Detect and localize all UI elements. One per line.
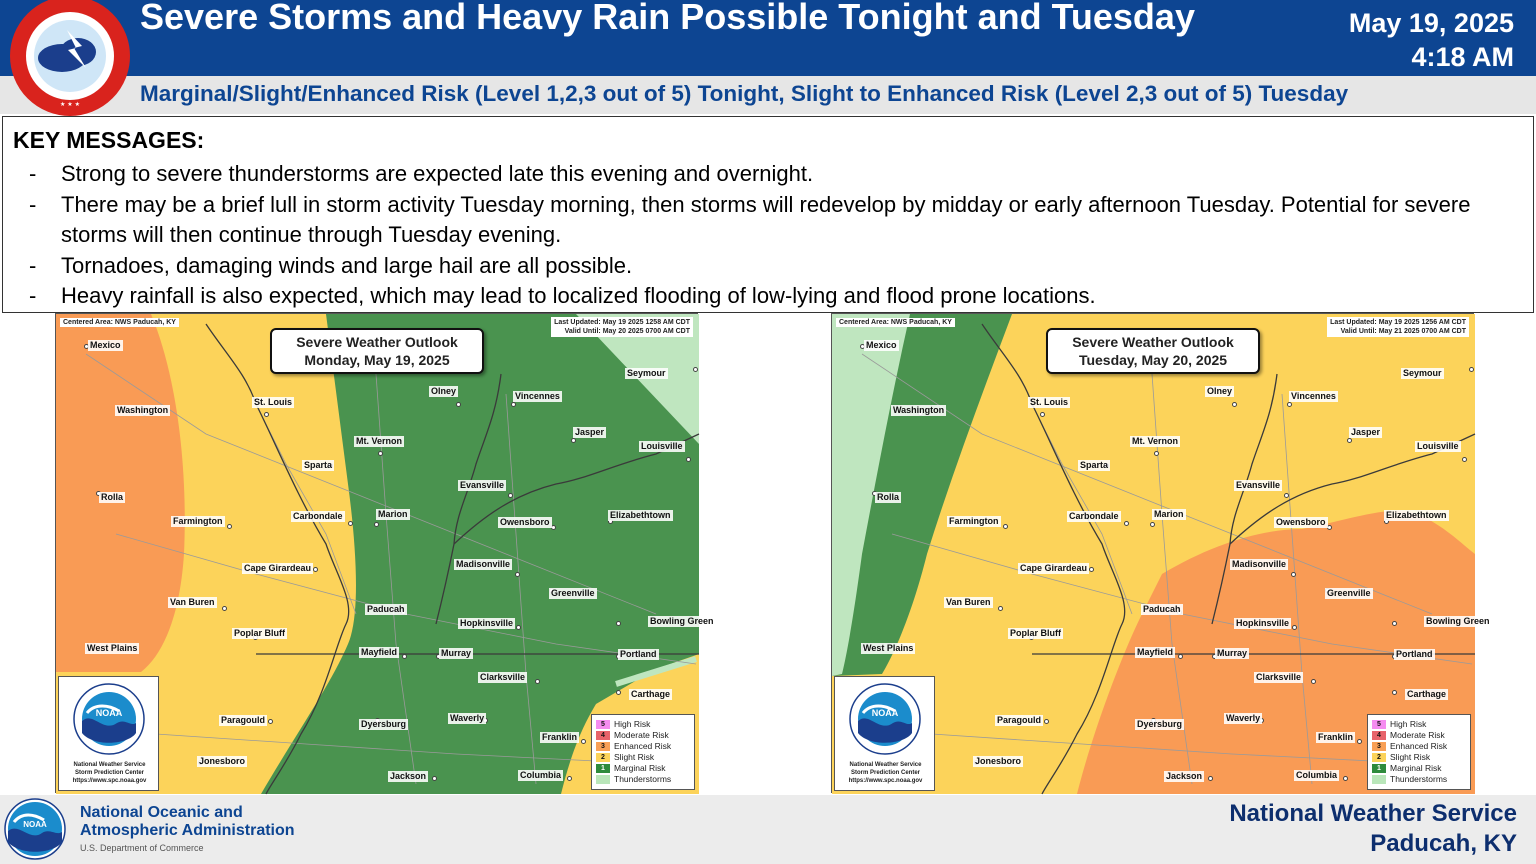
monday-outlook-title-line2: Monday, May 19, 2025: [304, 352, 450, 368]
city-label: Washington: [893, 405, 945, 415]
monday-valid-until: Valid Until: May 20 2025 0700 AM CDT: [564, 328, 690, 335]
risk-subtitle: Marginal/Slight/Enhanced Risk (Level 1,2,3 out of 5) Tonight, Slight to Enhanced Risk (Level 2,3 out of 5) Tuesday: [140, 81, 1349, 106]
legend-label: Moderate Risk: [1390, 730, 1445, 740]
legend-item: [596, 741, 690, 752]
city-label: Elizabethtown: [1386, 510, 1447, 520]
nws-logo-icon: [12, 2, 132, 114]
city-label: Paducah: [367, 604, 405, 614]
legend-swatch: 3: [1372, 742, 1386, 751]
key-messages-title: KEY MESSAGES:: [13, 127, 205, 153]
city-marker: [1284, 493, 1289, 498]
tuesday-last-updated: Last Updated: May 19 2025 1256 AM CDT: [1330, 319, 1466, 326]
nws-office: [1229, 799, 1517, 859]
city-marker: [508, 493, 513, 498]
city-label: Madisonville: [456, 559, 511, 569]
city-label: Olney: [431, 386, 457, 396]
city-label: Waverly: [450, 713, 485, 723]
monday-update-info: [551, 317, 693, 337]
city-label: Madisonville: [1232, 559, 1287, 569]
legend-swatch: [596, 775, 610, 784]
city-marker: [616, 690, 621, 695]
legend-label: High Risk: [614, 719, 651, 729]
city-marker: [1124, 521, 1129, 526]
legend-label: Slight Risk: [1390, 752, 1431, 762]
city-label: Mt. Vernon: [356, 436, 403, 446]
legend-swatch: 1: [596, 764, 610, 773]
city-label: Seymour: [627, 368, 666, 378]
key-messages-list: [21, 159, 1521, 312]
legend-label: Moderate Risk: [614, 730, 669, 740]
noaa-name: [80, 804, 295, 840]
city-label: Poplar Bluff: [1010, 628, 1061, 638]
city-label: Marion: [378, 509, 408, 519]
city-label: Jasper: [575, 427, 605, 437]
city-label: Hopkinsville: [460, 618, 514, 628]
city-marker: [313, 567, 318, 572]
monday-outlook-map: [55, 313, 714, 793]
city-label: St. Louis: [254, 397, 292, 407]
tuesday-centered-area: Centered Area: NWS Paducah, KY: [836, 318, 955, 327]
city-marker: [1089, 567, 1094, 572]
city-marker: [567, 776, 572, 781]
city-label: Mexico: [866, 340, 897, 350]
noaa-name-line2: Atmospheric Administration: [80, 822, 295, 839]
legend-label: Thunderstorms: [1390, 774, 1448, 784]
legend-label: Slight Risk: [614, 752, 655, 762]
city-label: Cape Girardeau: [1020, 563, 1088, 573]
city-label: Franklin: [1318, 732, 1354, 742]
city-marker: [1287, 402, 1292, 407]
city-label: Murray: [441, 648, 472, 658]
legend-swatch: 4: [1372, 731, 1386, 740]
city-label: Mayfield: [1137, 647, 1174, 657]
legend-item: [1372, 763, 1466, 774]
legend-swatch: 2: [596, 753, 610, 762]
city-label: Evansville: [460, 480, 505, 490]
spc-credit-line3: https://www.spc.noaa.gov: [72, 778, 147, 784]
city-label: Elizabethtown: [610, 510, 671, 520]
city-label: Owensboro: [500, 517, 550, 527]
city-marker: [374, 522, 379, 527]
city-label: Waverly: [1226, 713, 1261, 723]
legend-item: [596, 763, 690, 774]
city-label: Columbia: [520, 770, 562, 780]
legend-swatch: 5: [596, 720, 610, 729]
city-marker: [1311, 679, 1316, 684]
city-label: Jasper: [1351, 427, 1381, 437]
key-message-item: - Heavy rainfall is also expected, which may lead to localized flooding of low-lying and flood prone locations.: [21, 281, 1521, 312]
city-marker: [1291, 572, 1296, 577]
city-label: Greenville: [1327, 588, 1371, 598]
legend-swatch: 2: [1372, 753, 1386, 762]
legend-item: [1372, 741, 1466, 752]
city-marker: [1462, 457, 1467, 462]
city-marker: [1292, 625, 1297, 630]
noaa-logo-icon: [4, 798, 66, 860]
city-label: Mt. Vernon: [1132, 436, 1179, 446]
city-marker: [515, 572, 520, 577]
city-label: Clarksville: [480, 672, 526, 682]
city-label: Dyersburg: [361, 719, 407, 729]
city-label: Carbondale: [1069, 511, 1119, 521]
city-label: Olney: [1207, 386, 1233, 396]
legend-swatch: 3: [596, 742, 610, 751]
city-label: Portland: [1396, 649, 1433, 659]
city-marker: [1040, 412, 1045, 417]
legend-item: [596, 774, 690, 785]
city-marker: [535, 679, 540, 684]
noaa-name-line1: National Oceanic and: [80, 804, 243, 821]
key-message-item: - Strong to severe thunderstorms are expected late this evening and overnight.: [21, 159, 1521, 190]
city-label: Vincennes: [515, 391, 560, 401]
city-marker: [616, 621, 621, 626]
svg-text:NOAA: NOAA: [23, 820, 47, 829]
city-label: Paragould: [221, 715, 266, 725]
city-marker: [1178, 654, 1183, 659]
tuesday-outlook-title-line1: Severe Weather Outlook: [1072, 334, 1234, 350]
legend-item: [596, 752, 690, 763]
spc-credit-line2: Storm Prediction Center: [74, 770, 144, 776]
city-label: Seymour: [1403, 368, 1442, 378]
monday-outlook-title-line1: Severe Weather Outlook: [296, 334, 458, 350]
svg-text:NOAA: NOAA: [871, 708, 899, 718]
spc-credit-line3: https://www.spc.noaa.gov: [848, 778, 923, 784]
legend-swatch: [1372, 775, 1386, 784]
key-messages-box: [2, 116, 1534, 313]
key-message-item: - Tornadoes, damaging winds and large hail are all possible.: [21, 251, 1521, 282]
city-label: Van Buren: [946, 597, 991, 607]
city-marker: [222, 606, 227, 611]
city-label: Dyersburg: [1137, 719, 1183, 729]
city-marker: [1154, 451, 1159, 456]
legend-label: Marginal Risk: [614, 763, 666, 773]
city-label: Jackson: [390, 771, 427, 781]
tuesday-valid-until: Valid Until: May 21 2025 0700 AM CDT: [1340, 328, 1466, 335]
city-marker: [432, 776, 437, 781]
issue-date: May 19, 2025: [1348, 8, 1514, 38]
monday-spc-logo-box: [58, 676, 159, 791]
city-label: Farmington: [173, 516, 223, 526]
city-label: Owensboro: [1276, 517, 1326, 527]
city-label: Poplar Bluff: [234, 628, 285, 638]
city-label: Jonesboro: [975, 756, 1022, 766]
city-label: West Plains: [87, 643, 138, 653]
city-marker: [227, 524, 232, 529]
city-marker: [551, 525, 556, 530]
city-label: Mayfield: [361, 647, 398, 657]
city-label: Rolla: [101, 492, 124, 502]
city-label: Washington: [117, 405, 169, 415]
monday-spc-credit: [59, 761, 160, 785]
city-label: Louisville: [1417, 441, 1459, 451]
city-label: Carthage: [1407, 689, 1447, 699]
legend-item: [1372, 719, 1466, 730]
city-label: Bowling Green: [1426, 616, 1490, 626]
city-marker: [456, 402, 461, 407]
city-marker: [1044, 719, 1049, 724]
issue-datetime: [1349, 6, 1514, 74]
city-label: Paragould: [997, 715, 1042, 725]
tuesday-risk-legend: [1367, 714, 1471, 790]
legend-label: Marginal Risk: [1390, 763, 1442, 773]
nws-office-location: Paducah, KY: [1370, 830, 1517, 857]
city-marker: [268, 719, 273, 724]
city-label: Farmington: [949, 516, 999, 526]
tuesday-outlook-title: [1046, 328, 1260, 374]
legend-swatch: 4: [596, 731, 610, 740]
city-label: Cape Girardeau: [244, 563, 312, 573]
tuesday-spc-logo-box: [834, 676, 935, 791]
legend-item: [1372, 752, 1466, 763]
monday-risk-legend: [591, 714, 695, 790]
city-label: Sparta: [304, 460, 333, 470]
legend-label: Enhanced Risk: [1390, 741, 1448, 751]
page-title: Severe Storms and Heavy Rain Possible Tonight and Tuesday: [140, 0, 1195, 37]
city-label: Hopkinsville: [1236, 618, 1290, 628]
legend-label: Thunderstorms: [614, 774, 672, 784]
city-marker: [1392, 690, 1397, 695]
city-label: Mexico: [90, 340, 121, 350]
city-label: Clarksville: [1256, 672, 1302, 682]
nws-office-name: National Weather Service: [1229, 800, 1517, 827]
tuesday-outlook-title-line2: Tuesday, May 20, 2025: [1078, 352, 1228, 368]
city-label: Columbia: [1296, 770, 1338, 780]
legend-swatch: 1: [1372, 764, 1386, 773]
city-marker: [1469, 367, 1474, 372]
city-marker: [1208, 776, 1213, 781]
city-label: Van Buren: [170, 597, 215, 607]
city-label: St. Louis: [1030, 397, 1068, 407]
city-marker: [264, 412, 269, 417]
city-marker: [693, 367, 698, 372]
city-marker: [348, 521, 353, 526]
city-label: West Plains: [863, 643, 914, 653]
city-marker: [1343, 776, 1348, 781]
city-label: Rolla: [877, 492, 900, 502]
city-label: Marion: [1154, 509, 1184, 519]
legend-item: [596, 730, 690, 741]
spc-credit-line1: National Weather Service: [849, 762, 922, 768]
spc-credit-line1: National Weather Service: [73, 762, 146, 768]
city-marker: [1232, 402, 1237, 407]
city-label: Sparta: [1080, 460, 1109, 470]
city-marker: [998, 606, 1003, 611]
legend-label: High Risk: [1390, 719, 1427, 729]
legend-item: [1372, 774, 1466, 785]
city-marker: [1003, 524, 1008, 529]
key-message-item: - There may be a brief lull in storm activity Tuesday morning, then storms will redevelop by midday or early afternoon Tuesday. Potential for severe storms will then continue through Tuesday evening.: [21, 190, 1521, 251]
city-marker: [378, 451, 383, 456]
city-label: Louisville: [641, 441, 683, 451]
city-marker: [1392, 621, 1397, 626]
svg-text:NOAA: NOAA: [95, 708, 123, 718]
city-marker: [1327, 525, 1332, 530]
tuesday-spc-credit: [835, 761, 936, 785]
city-label: Carthage: [631, 689, 671, 699]
tuesday-update-info: [1327, 317, 1469, 337]
monday-outlook-title: [270, 328, 484, 374]
svg-text:★ ★ ★: ★ ★ ★: [60, 101, 80, 108]
city-label: Carbondale: [293, 511, 343, 521]
city-label: Greenville: [551, 588, 595, 598]
legend-item: [1372, 730, 1466, 741]
city-label: Jackson: [1166, 771, 1203, 781]
city-label: Franklin: [542, 732, 578, 742]
city-marker: [1150, 522, 1155, 527]
city-marker: [516, 625, 521, 630]
legend-label: Enhanced Risk: [614, 741, 672, 751]
city-label: Bowling Green: [650, 616, 714, 626]
legend-item: [596, 719, 690, 730]
legend-swatch: 5: [1372, 720, 1386, 729]
noaa-logo-icon: [849, 683, 921, 755]
city-marker: [1357, 739, 1362, 744]
issue-time: 4:18 AM: [1411, 42, 1514, 72]
city-label: Evansville: [1236, 480, 1281, 490]
city-marker: [1347, 438, 1352, 443]
city-marker: [581, 739, 586, 744]
noaa-department: U.S. Department of Commerce: [80, 843, 204, 853]
city-label: Paducah: [1143, 604, 1181, 614]
city-label: Jonesboro: [199, 756, 246, 766]
city-label: Vincennes: [1291, 391, 1336, 401]
monday-centered-area: Centered Area: NWS Paducah, KY: [60, 318, 179, 327]
spc-credit-line2: Storm Prediction Center: [850, 770, 920, 776]
city-marker: [686, 457, 691, 462]
noaa-logo-icon: [73, 683, 145, 755]
city-marker: [511, 402, 516, 407]
city-label: Murray: [1217, 648, 1248, 658]
tuesday-outlook-map: [831, 313, 1490, 793]
city-label: Portland: [620, 649, 657, 659]
city-marker: [402, 654, 407, 659]
monday-last-updated: Last Updated: May 19 2025 1258 AM CDT: [554, 319, 690, 326]
city-marker: [571, 438, 576, 443]
